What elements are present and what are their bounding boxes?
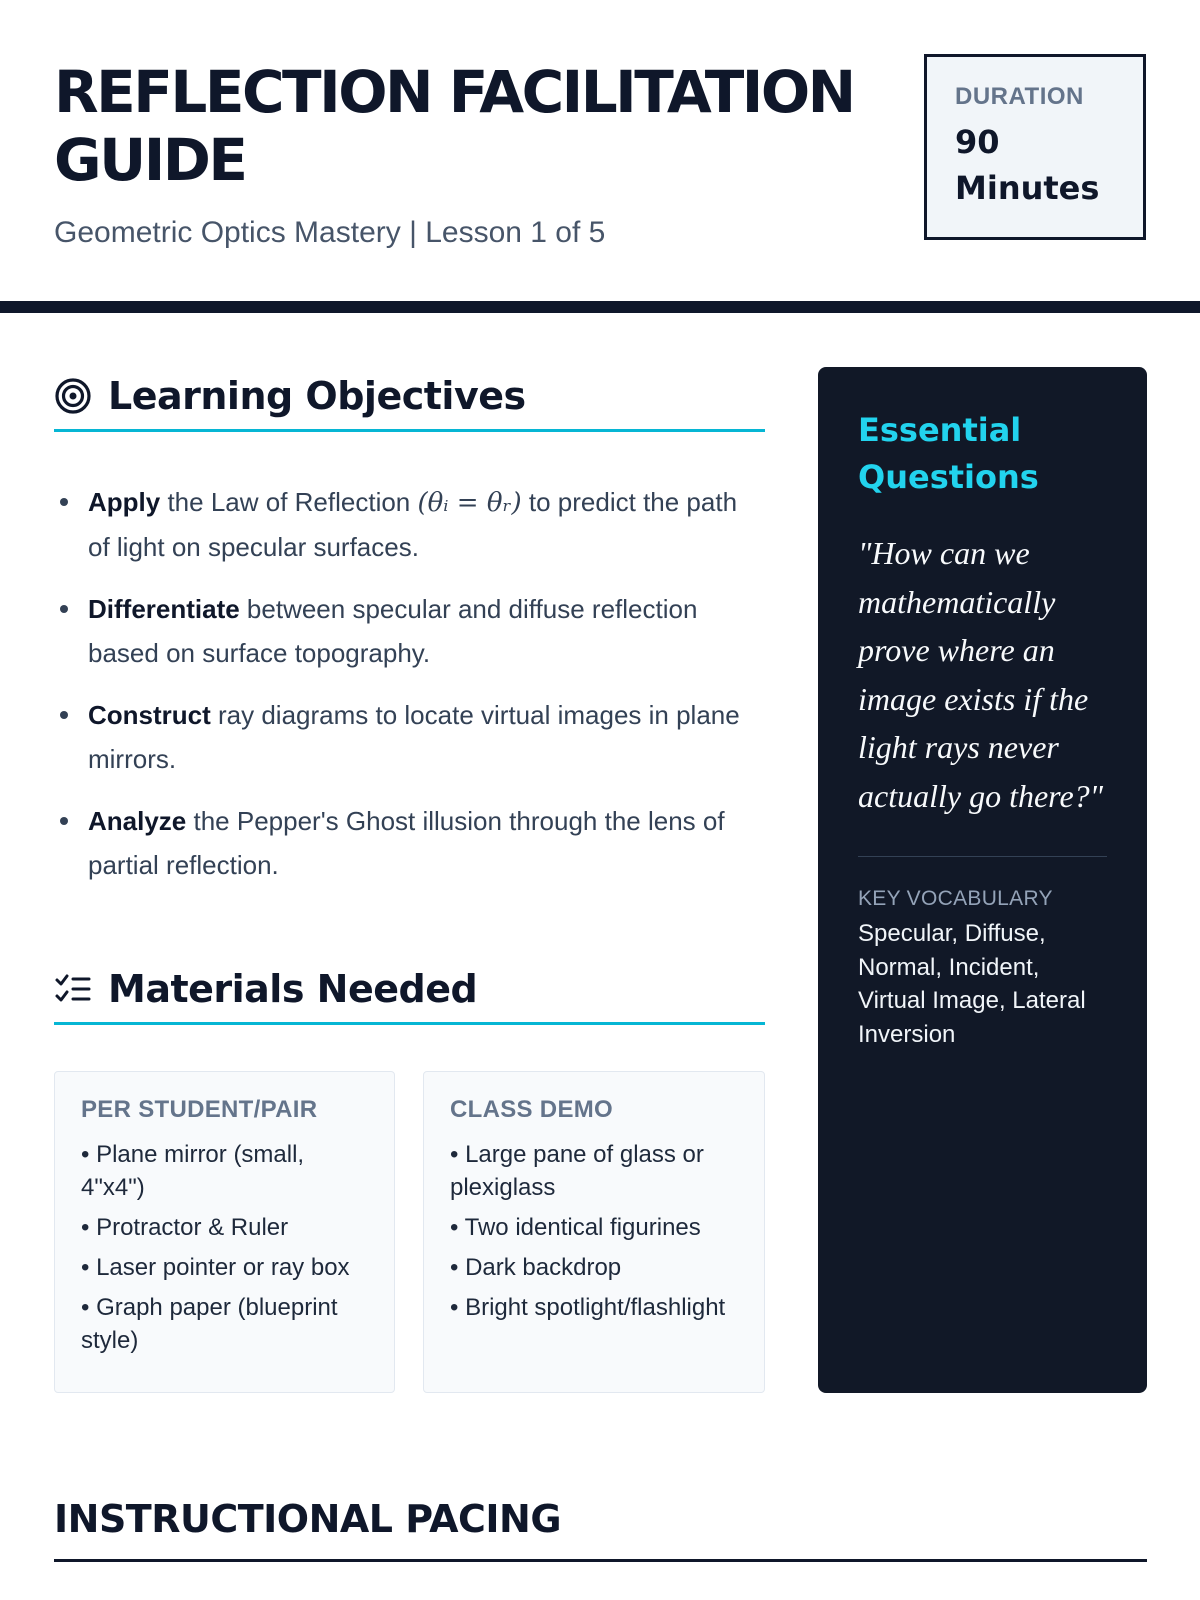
materials-student-card: [54, 1071, 395, 1393]
list-item: • Dark backdrop: [450, 1254, 622, 1281]
list-item: Apply the Law of Reflection (θᵢ = θᵣ) to predict the path of light on specular surfaces.: [54, 480, 765, 569]
duration-box: [924, 54, 1146, 240]
list-item: • Bright spotlight/flashlight: [450, 1294, 726, 1321]
list-item: • Large pane of glass or plexiglass: [450, 1141, 704, 1201]
list-item: Construct ray diagrams to locate virtual images in plane mirrors.: [54, 693, 765, 781]
sidebar-divider: [858, 856, 1107, 857]
materials-demo-card: [423, 1071, 765, 1393]
target-icon: [54, 377, 92, 415]
materials-title: Materials Needed: [108, 966, 478, 1011]
pacing-heading: INSTRUCTIONAL PACING: [54, 1497, 1147, 1562]
list-item: • Two identical figurines: [450, 1214, 701, 1241]
list-item: • Plane mirror (small, 4"x4"): [81, 1141, 305, 1201]
essential-question-quote: "How can we mathematically prove where an image exists if the light rays never actually go there?": [858, 535, 1104, 814]
list-item: • Protractor & Ruler: [81, 1214, 289, 1241]
materials-demo-heading: CLASS DEMO: [450, 1096, 614, 1123]
materials-heading: [54, 955, 765, 1025]
list-item: Analyze the Pepper's Ghost illusion through the lens of partial reflection.: [54, 799, 765, 887]
duration-label: DURATION: [955, 83, 1084, 110]
vocabulary-list: Specular, Diffuse, Normal, Incident, Virtual Image, Lateral Inversion: [858, 920, 1086, 1048]
page-header: [54, 58, 874, 250]
vocabulary-label: KEY VOCABULARY: [858, 887, 1053, 910]
reflection-law-formula: (θᵢ = θᵣ): [417, 488, 522, 518]
essential-questions-title: Essential Questions: [858, 411, 1039, 496]
page-subtitle: Geometric Optics Mastery | Lesson 1 of 5: [54, 216, 606, 249]
list-item: Differentiate between specular and diffuse reflection based on surface topography.: [54, 587, 765, 675]
list-item: • Laser pointer or ray box: [81, 1254, 350, 1281]
page-title: REFLECTION FACILITATION GUIDE: [54, 58, 854, 194]
objectives-heading: [54, 362, 765, 432]
materials-student-heading: PER STUDENT/PAIR: [81, 1096, 318, 1123]
duration-value: 90 Minutes: [955, 123, 1100, 207]
header-divider: [0, 301, 1200, 313]
essential-questions-panel: [818, 367, 1147, 1393]
objectives-title: Learning Objectives: [108, 373, 526, 418]
list-item: • Graph paper (blueprint style): [81, 1294, 338, 1354]
objectives-list: [54, 480, 765, 905]
checklist-icon: [54, 970, 92, 1008]
